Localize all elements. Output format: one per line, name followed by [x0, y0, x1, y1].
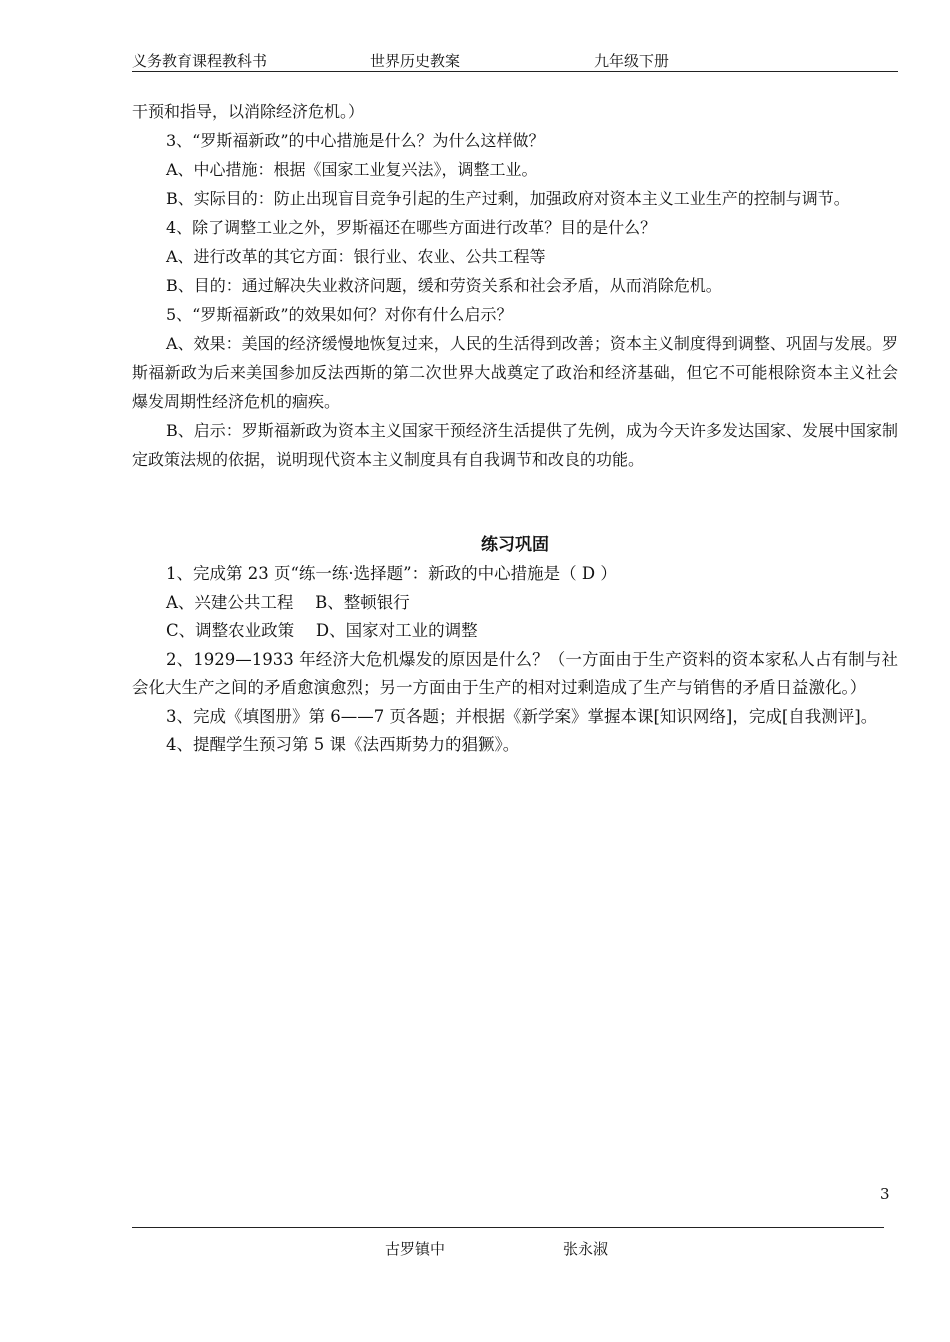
answer-3b: B、实际目的：防止出现盲目竞争引起的生产过剩，加强政府对资本主义工业生产的控制与调节。 [166, 189, 850, 208]
exercise-3: 3、完成《填图册》第 6——7 页各题；并根据《新学案》掌握本课[知识网络]，完成[自我测评]。 [166, 706, 878, 726]
answer-4b: B、目的：通过解决失业救济问题，缓和劳资关系和社会矛盾，从而消除危机。 [166, 276, 722, 295]
page-number: 3 [880, 1185, 890, 1203]
header-grade: 九年级下册 [594, 52, 670, 70]
exercise-title: 练习巩固 [481, 535, 549, 555]
exercise-body [132, 560, 898, 760]
footer-author: 张永淑 [563, 1240, 609, 1258]
answer-5a: A、效果：美国的经济缓慢地恢复过来，人民的生活得到改善；资本主义制度得到调整、巩固与发展。罗斯福新政为后来美国参加反法西斯的第二次世界大战奠定了政治和经济基础，但它不可能根除资本主义社会爆发周期性经济危机的痼疾。 [132, 334, 898, 411]
header-divider [132, 71, 898, 72]
answer-4a: A、进行改革的其它方面：银行业、农业、公共工程等 [166, 247, 546, 266]
answer-3a: A、中心措施：根据《国家工业复兴法》，调整工业。 [166, 160, 538, 179]
paragraph: 干预和指导，以消除经济危机。） [132, 102, 365, 121]
footer-divider [132, 1227, 884, 1228]
exercise-1: 1、完成第 23 页“练一练·选择题”：新政的中心措施是（ D ） [166, 564, 617, 583]
page-header [132, 48, 898, 70]
answer-5b: B、启示：罗斯福新政为资本主义国家干预经济生活提供了先例，成为今天许多发达国家、发展中国家制定政策法规的依据，说明现代资本主义制度具有自我调节和改良的功能。 [132, 421, 898, 469]
footer-school: 古罗镇中 [385, 1240, 446, 1258]
question-3: 3、“罗斯福新政”的中心措施是什么？为什么这样做？ [166, 131, 545, 150]
exercise-4: 4、提醒学生预习第 5 课《法西斯势力的猖獗》。 [166, 735, 520, 754]
header-textbook: 义务教育课程教科书 [132, 52, 268, 70]
header-subject: 世界历史教案 [370, 52, 461, 70]
question-4: 4、除了调整工业之外，罗斯福还在哪些方面进行改革？目的是什么？ [166, 218, 657, 237]
lesson-body [132, 97, 898, 474]
exercise-1-options-b: C、调整农业政策 D、国家对工业的调整 [166, 621, 478, 640]
exercise-1-options-a: A、兴建公共工程 B、整顿银行 [166, 592, 410, 612]
exercise-2: 2、1929—1933 年经济大危机爆发的原因是什么？（一方面由于生产资料的资本家私人占有制与社会化大生产之间的矛盾愈演愈烈；另一方面由于生产的相对过剩造成了生产与销售的矛盾日益激化。） [132, 649, 898, 697]
question-5: 5、“罗斯福新政”的效果如何？对你有什么启示？ [166, 305, 513, 324]
